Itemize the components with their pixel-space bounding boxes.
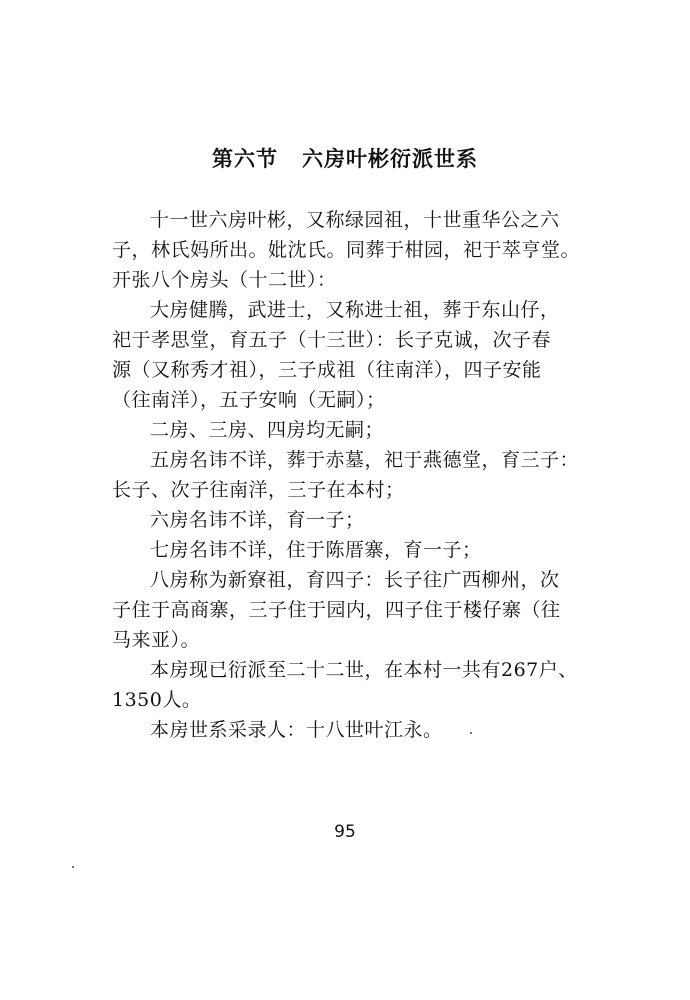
text-line: 本房现已衍派至二十二世，在本村一共有267户、 xyxy=(150,659,578,681)
text-line: 子住于高商寨，三子住于园内，四子住于楼仔寨（往 xyxy=(112,599,561,621)
text-line: 开张八个房头（十二世）： xyxy=(112,269,337,291)
scan-speck xyxy=(72,866,74,868)
text-line: 本房世系采录人：十八世叶江永。 xyxy=(150,719,443,741)
text-line: 祀于孝思堂，育五子（十三世）：长子克诚，次子春 xyxy=(112,329,552,351)
text-line: 源（又称秀才祖），三子成祖（往南洋），四子安能 xyxy=(112,359,542,381)
text-line: 1350人。 xyxy=(112,689,202,711)
text-line: 二房、三房、四房均无嗣； xyxy=(150,419,385,441)
text-line: 八房称为新寮祖，育四子：长子往广西柳州，次 xyxy=(150,569,560,591)
text-line: 十一世六房叶彬，又称绿园祖，十世重华公之六 xyxy=(150,209,560,231)
text-line: 六房名讳不详，育一子； xyxy=(150,509,365,531)
text-line: 马来亚）。 xyxy=(112,629,201,651)
section-title: 六房叶彬衍派世系 xyxy=(302,147,478,171)
text-line: 七房名讳不详，住于陈厝寨，育一子； xyxy=(150,539,482,561)
body-text xyxy=(112,205,610,745)
scan-speck xyxy=(470,732,472,734)
page-number: 95 xyxy=(334,822,356,842)
text-line: 大房健腾，武进士，又称进士祖，葬于东山仔， xyxy=(150,299,560,321)
text-line: 子，林氏妈所出。妣沈氏。同葬于柑园，祀于萃亨堂。 xyxy=(112,239,581,261)
section-number: 第六节 xyxy=(212,147,278,171)
text-line: 五房名讳不详，葬于赤墓，祀于燕德堂，育三子： xyxy=(150,449,580,471)
text-line: （往南洋），五子安响（无嗣）； xyxy=(112,389,386,411)
section-heading xyxy=(0,143,690,173)
text-line: 长子、次子往南洋，三子在本村； xyxy=(112,479,405,501)
